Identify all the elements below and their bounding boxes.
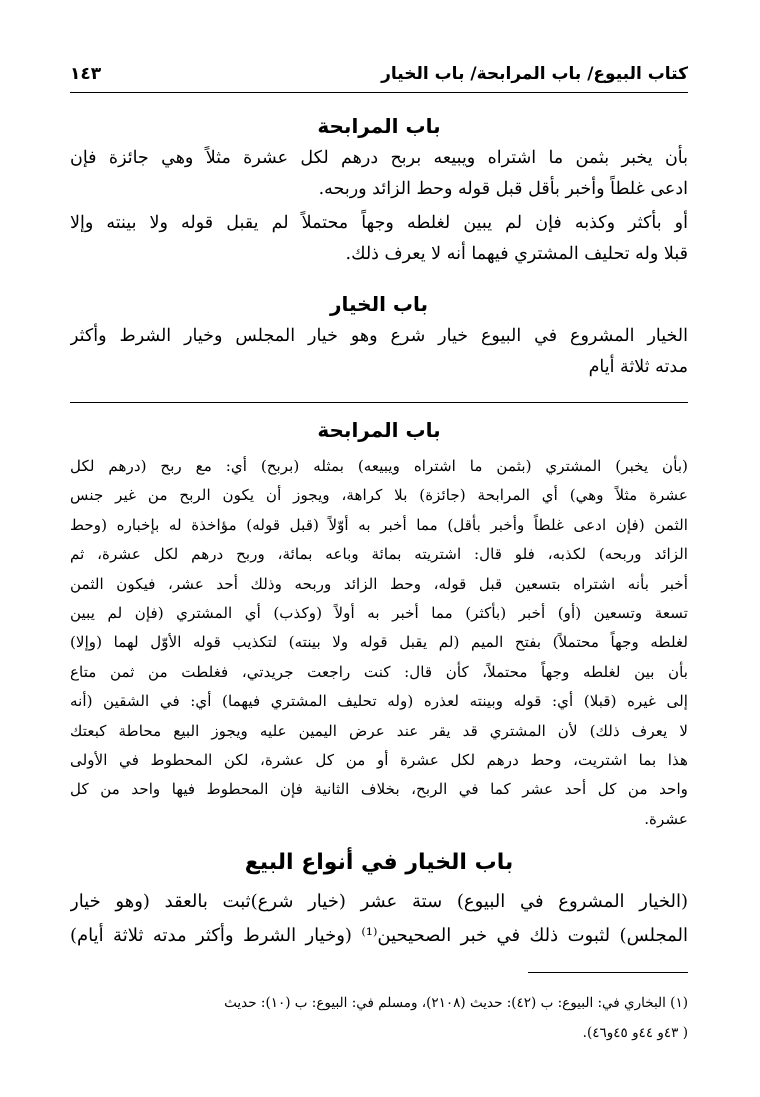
section-divider <box>70 402 688 403</box>
sharh-heading-khiyar: باب الخيار في أنواع البيع <box>244 850 514 875</box>
text-line: عشرة مثلاً وهي) أي المرابحة (جائزة) بلا كراهة، ويجوز أن يكون الربح من غير جنس <box>70 486 688 505</box>
footnote-divider <box>528 972 688 973</box>
text-line: الثمن (فإن ادعى غلطاً وأخبر بأقل) مما أخبر به أوّلاً (قبل قوله) مؤاخذة له بإخباره (وحط <box>70 515 688 534</box>
text-line: بأن بين لغلطه وجهاً محتملاً، كأن قال: كنت راجعت جريدتي، فغلطت من ثمن متاع <box>70 662 688 681</box>
text-line: واحد من كل أحد عشر كما في الربح، بخلاف الثانية فإن المحطوط فيها واحد من كل <box>70 780 688 799</box>
text-line: المجلس) لثبوت ذلك في خبر الصحيحين⁽¹⁾ (وخيار الشرط وأكثر مدته ثلاثة أيام) <box>70 925 688 946</box>
text-line: تسعة وتسعين (أو) أخبر (بأكثر) مما أخبر به أولاً (وكذب) أي المشتري (فإن لم يبين <box>70 604 688 623</box>
text-line: ادعى غلطاً وأخبر بأقل قبل قوله وحط الزائد وربحه. <box>318 179 688 199</box>
text-line: هذا بما اشتريت، وحط درهم لكل عشرة أو من كل عشرة، لكن المحطوط في الأولى <box>70 751 688 770</box>
text-line: بأن يخبر بثمن ما اشتراه ويبيعه بربح درهم لكل عشرة مثلاً وهي جائزة فإن <box>70 148 688 168</box>
text-line: عشرة. <box>644 809 688 828</box>
text-line: (بأن يخبر) المشتري (بثمن ما اشتراه ويبيعه) بمثله (بربح) أي: مع ربح (درهم لكل <box>70 457 688 475</box>
text-line: لغلطه وجهاً محتملاً) بفتح الميم (لم يقبل قوله ولا بينته) لتكذيب قوله الأوّل لهما (وإلا) <box>70 633 688 652</box>
sharh-heading-murabaha: باب المرابحة <box>317 418 441 442</box>
header-title: كتاب البيوع/ باب المرابحة/ باب الخيار <box>381 64 688 84</box>
text-line: إلى غيره (قبلا) أي: قوله وبينته لعذره (وله تحليف المشتري فيهما) أي: في الشقين (أنه <box>70 692 688 711</box>
text-line: الزائد وربحه) لكذبه، فلو قال: اشتريته بمائة وباعه بمائة، وربح درهم لكل عشرة، ثم <box>70 545 688 564</box>
footnote-line: ( ٤٣و ٤٤و ٤٥و٤٦). <box>582 1025 688 1041</box>
page-number: ١٤٣ <box>70 64 102 84</box>
text-line: أخبر بأنه اشتراه بتسعين قبل قوله، وحط الزائد وربحه وذلك أحد عشر، فيكون الثمن <box>70 574 688 593</box>
footnote <box>70 988 688 1048</box>
text-line: قبلا وله تحليف المشتري فيهما أنه لا يعرف ذلك. <box>345 244 688 264</box>
text-line: أو بأكثر وكذبه فإن لم يبين لغلطه وجهاً محتملاً لم يقبل قوله ولا بينته وإلا <box>70 213 688 233</box>
text-line: الخيار المشروع في البيوع خيار شرع وهو خيار المجلس وخيار الشرط وأكثر <box>70 326 688 346</box>
matn-paragraph-3 <box>70 321 688 383</box>
header-divider <box>70 92 688 93</box>
matn-heading-murabaha: باب المرابحة <box>317 114 441 138</box>
matn-paragraph-2 <box>70 208 688 270</box>
text-line: (الخيار المشروع في البيوع) ستة عشر (خيار شرع)ثبت بالعقد (وهو خيار <box>70 891 688 912</box>
text-line: لا يعرف ذلك) لأن المشتري قد يقر عند عرض اليمين عليه ويجوز البيع محاطة كبعتك <box>70 721 688 740</box>
matn-paragraph-1 <box>70 143 688 205</box>
sharh-khiyar-paragraph <box>70 885 688 953</box>
matn-heading-khiyar: باب الخيار <box>329 292 429 316</box>
footnote-line: (١) البخاري في: البيوع: ب (٤٢): حديث (٢١٠٨)، ومسلم في: البيوع: ب (١٠): حديث <box>224 995 688 1011</box>
text-line: مدته ثلاثة أيام <box>588 357 688 377</box>
running-header <box>70 60 688 88</box>
sharh-commentary <box>70 452 688 834</box>
